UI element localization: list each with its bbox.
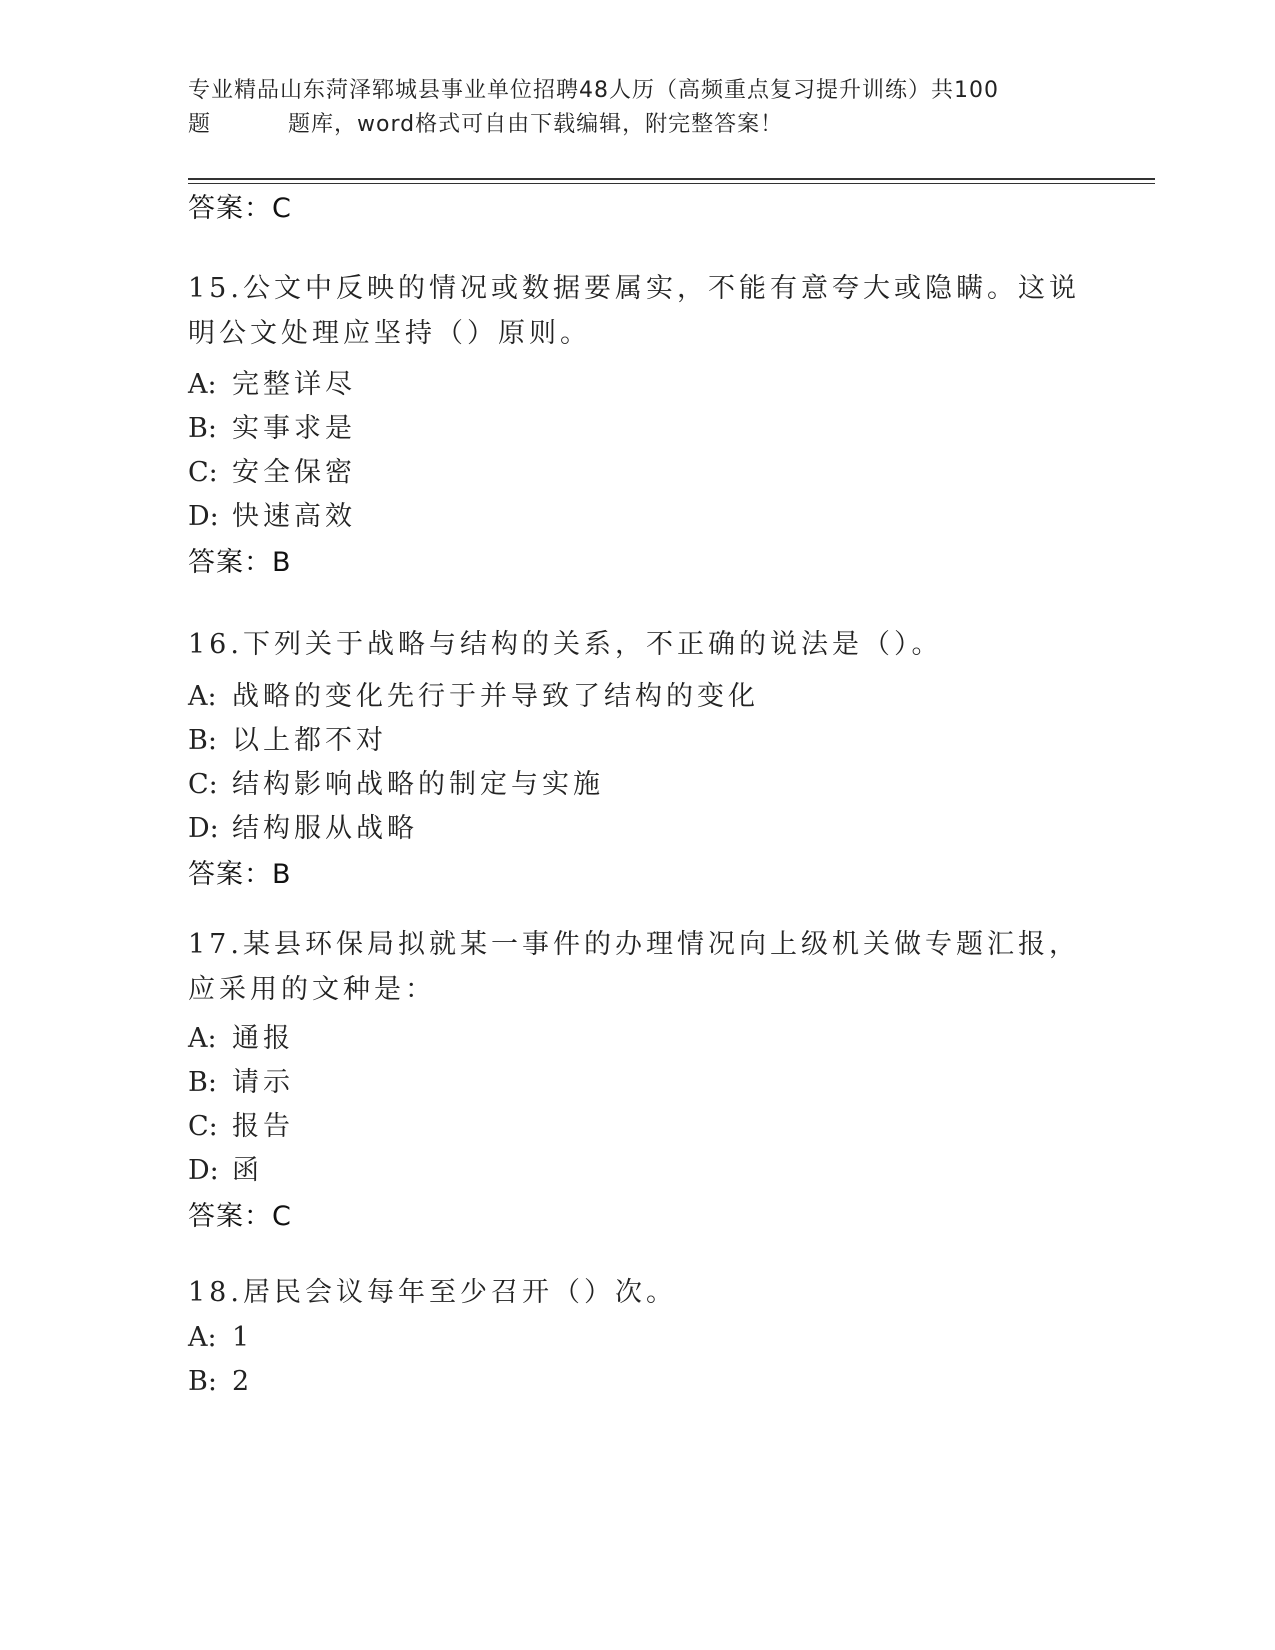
question-16-option-a bbox=[188, 674, 759, 713]
option-text: 结构服从战略 bbox=[232, 813, 418, 844]
option-text: 结构影响战略的制定与实施 bbox=[232, 769, 604, 800]
question-17-option-c bbox=[188, 1104, 294, 1143]
option-key: D: bbox=[188, 501, 219, 532]
option-key: D: bbox=[188, 813, 219, 844]
question-15-option-a bbox=[188, 362, 356, 401]
option-key: A: bbox=[188, 1023, 217, 1054]
option-key: A: bbox=[188, 681, 217, 712]
option-text: 完整详尽 bbox=[232, 369, 356, 400]
option-text: 2 bbox=[232, 1366, 254, 1397]
option-key: A: bbox=[188, 369, 217, 400]
option-key: C: bbox=[188, 769, 218, 800]
question-15-option-d bbox=[188, 494, 356, 533]
question-16-option-d bbox=[188, 806, 418, 845]
header-line2-right: 题库，word格式可自由下载编辑，附完整答案！ bbox=[288, 112, 784, 137]
question-15-answer: 答案：B bbox=[188, 547, 292, 578]
option-key: D: bbox=[188, 1155, 219, 1186]
question-17-answer: 答案：C bbox=[188, 1201, 292, 1232]
option-key: B: bbox=[188, 725, 217, 756]
question-15-stem: 15.公文中反映的情况或数据要属实，不能有意夸大或隐瞒。这说明公文处理应坚持（）原则。 bbox=[188, 273, 1080, 349]
header-title-line2 bbox=[188, 108, 1088, 142]
option-text: 实事求是 bbox=[232, 413, 356, 444]
option-text: 快速高效 bbox=[232, 501, 356, 532]
question-16-stem: 16.下列关于战略与结构的关系，不正确的说法是（）。 bbox=[188, 629, 943, 660]
option-key: B: bbox=[188, 1067, 217, 1098]
question-17-option-b bbox=[188, 1060, 294, 1099]
question-18-option-a bbox=[188, 1322, 253, 1353]
previous-question-answer: 答案：C bbox=[188, 193, 292, 224]
header-title-line1: 专业精品山东菏泽郓城县事业单位招聘48人历（高频重点复习提升训练）共100 bbox=[188, 78, 999, 103]
question-18-stem: 18.居民会议每年至少召开（）次。 bbox=[188, 1277, 677, 1308]
question-16-option-b bbox=[188, 718, 387, 757]
header-divider-thin bbox=[188, 183, 1155, 184]
option-text: 函 bbox=[232, 1155, 263, 1186]
header-line2-left: 题 bbox=[188, 112, 212, 137]
option-key: B: bbox=[188, 413, 217, 444]
question-16-answer: 答案：B bbox=[188, 859, 292, 890]
document-header bbox=[188, 74, 1088, 142]
option-key: A: bbox=[188, 1322, 217, 1353]
header-divider-thick bbox=[188, 178, 1155, 180]
option-text: 安全保密 bbox=[232, 457, 356, 488]
option-text: 报告 bbox=[232, 1111, 294, 1142]
option-text: 战略的变化先行于并导致了结构的变化 bbox=[232, 681, 759, 712]
question-15-option-c bbox=[188, 450, 356, 489]
option-text: 以上都不对 bbox=[232, 725, 387, 756]
option-key: C: bbox=[188, 457, 218, 488]
question-15-option-b bbox=[188, 406, 356, 445]
question-17-option-a bbox=[188, 1016, 294, 1055]
question-16-option-c bbox=[188, 762, 604, 801]
question-18-option-b bbox=[188, 1366, 253, 1397]
option-key: B: bbox=[188, 1366, 217, 1397]
option-text: 请示 bbox=[232, 1067, 294, 1098]
option-key: C: bbox=[188, 1111, 218, 1142]
option-text: 通报 bbox=[232, 1023, 294, 1054]
question-17-stem: 17.某县环保局拟就某一事件的办理情况向上级机关做专题汇报，应采用的文种是： bbox=[188, 929, 1080, 1005]
question-17-option-d bbox=[188, 1148, 263, 1187]
option-text: 1 bbox=[232, 1322, 254, 1353]
